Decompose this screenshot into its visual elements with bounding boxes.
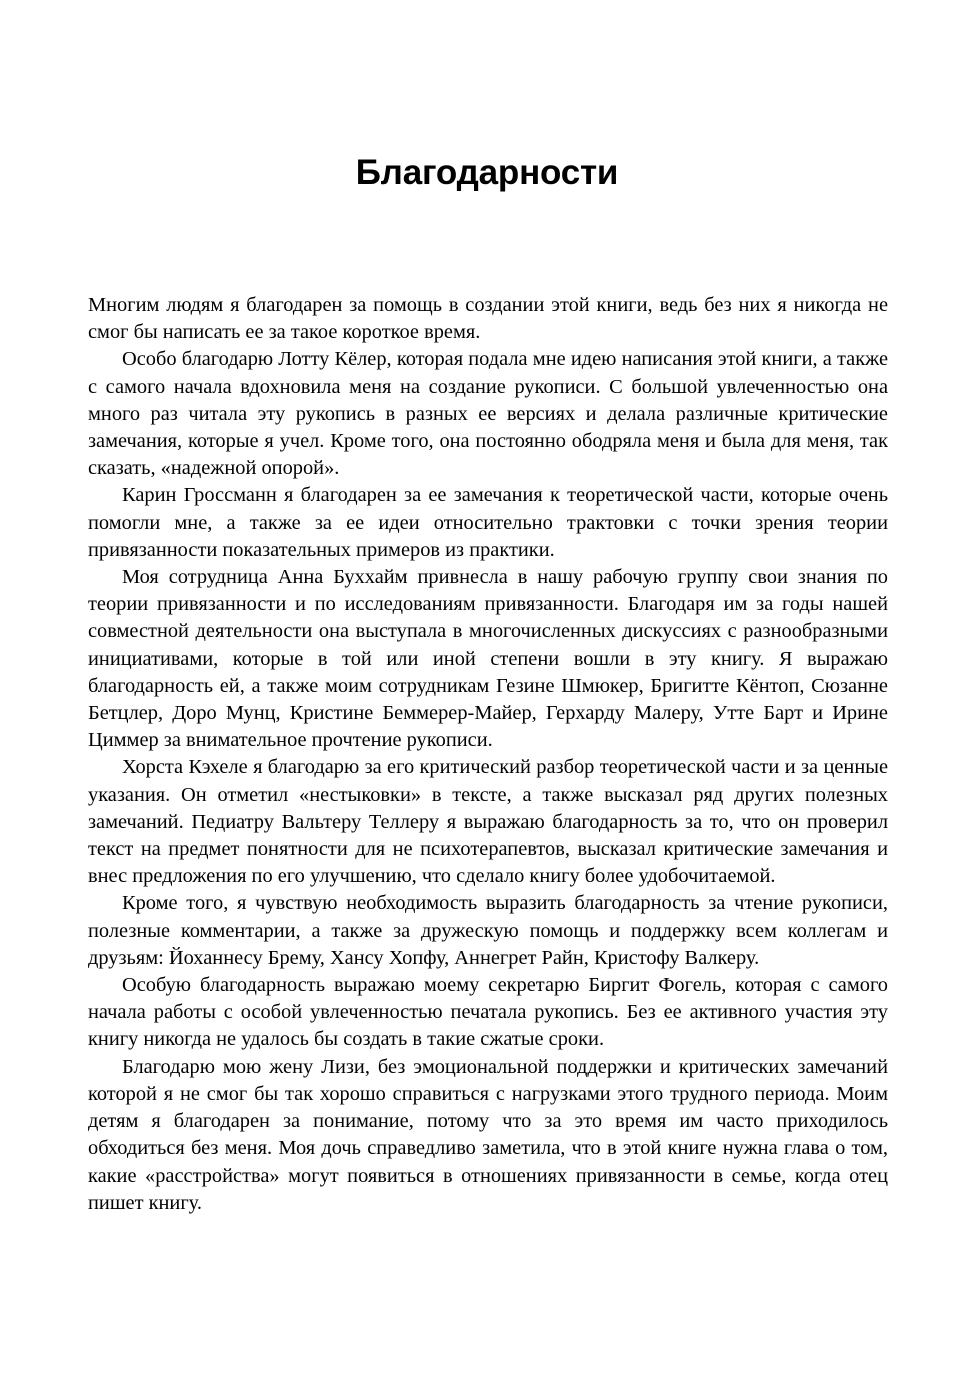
paragraph: Хорста Кэхеле я благодарю за его критический разбор теоретической части и за ценные указания. Он отметил «нестыковки» в тексте, а также высказал ряд других полезных замечаний. Педиатру Вальтеру Теллеру я выражаю благодарность за то, что он проверил текст на предмет понятности для не психотерапевтов, высказал критические замечания и внес предложения по его улучшению, что сделало книгу более удобочитаемой.	[88, 756, 888, 888]
paragraph: Особую благодарность выражаю моему секретарю Биргит Фогель, которая с самого начала работы с особой увлеченностью печатала рукопись. Без ее активного участия эту книгу никогда не удалось бы создать в такие сжатые сроки.	[88, 974, 888, 1051]
paragraph: Многим людям я благодарен за помощь в создании этой книги, ведь без них я никогда не смог бы написать ее за такое короткое время.	[88, 294, 888, 344]
body-text-block	[88, 292, 888, 1217]
page-title: Благодарности	[355, 153, 619, 193]
paragraph: Кроме того, я чувствую необходимость выразить благодарность за чтение рукописи, полезные комментарии, а также за дружескую помощь и поддержку всем коллегам и друзьям: Йоханнесу Брему, Хансу Хопфу, Аннегрет Райн, Кристофу Валкеру.	[88, 892, 888, 969]
paragraph: Благодарю мою жену Лизи, без эмоциональной поддержки и критических замечаний которой я не смог бы так хорошо справиться с нагрузками этого трудного периода. Моим детям я благодарен за понимание, потому что за это время им часто приходилось обходиться без меня. Моя дочь справедливо заметила, что в этой книге нужна глава о том, какие «расстройства» могут появиться в отношениях привязанности в семье, когда отец пишет книгу.	[88, 1055, 888, 1214]
paragraph: Особо благодарю Лотту Кёлер, которая подала мне идею написания этой книги, а также с самого начала вдохновила меня на создание рукописи. С большой увлеченностью она много раз читала эту рукопись в разных ее версиях и делала различные критические замечания, которые я учел. Кроме того, она постоянно ободряла меня и была для меня, так сказать, «надежной опорой».	[88, 348, 888, 480]
paragraph: Моя сотрудница Анна Буххайм привнесла в нашу рабочую группу свои знания по теории привязанности и по исследованиям привязанности. Благодаря им за годы нашей совместной деятельности она выступала в многочисленных дискуссиях с разнообразными инициативами, которые в той или иной степени вошли в эту книгу. Я выражаю благодарность ей, а также моим сотрудникам Гезине Шмюкер, Бригитте Кёнтоп, Сюзанне Бетцлер, Доро Мунц, Кристине Беммерер-Майер, Герхарду Малеру, Утте Барт и Ирине Циммер за внимательное прочтение рукописи.	[88, 566, 888, 752]
paragraph: Карин Гроссманн я благодарен за ее замечания к теоретической части, которые очень помогли мне, а также за ее идеи относительно трактовки с точки зрения теории привязанности показательных примеров из практики.	[88, 484, 888, 561]
